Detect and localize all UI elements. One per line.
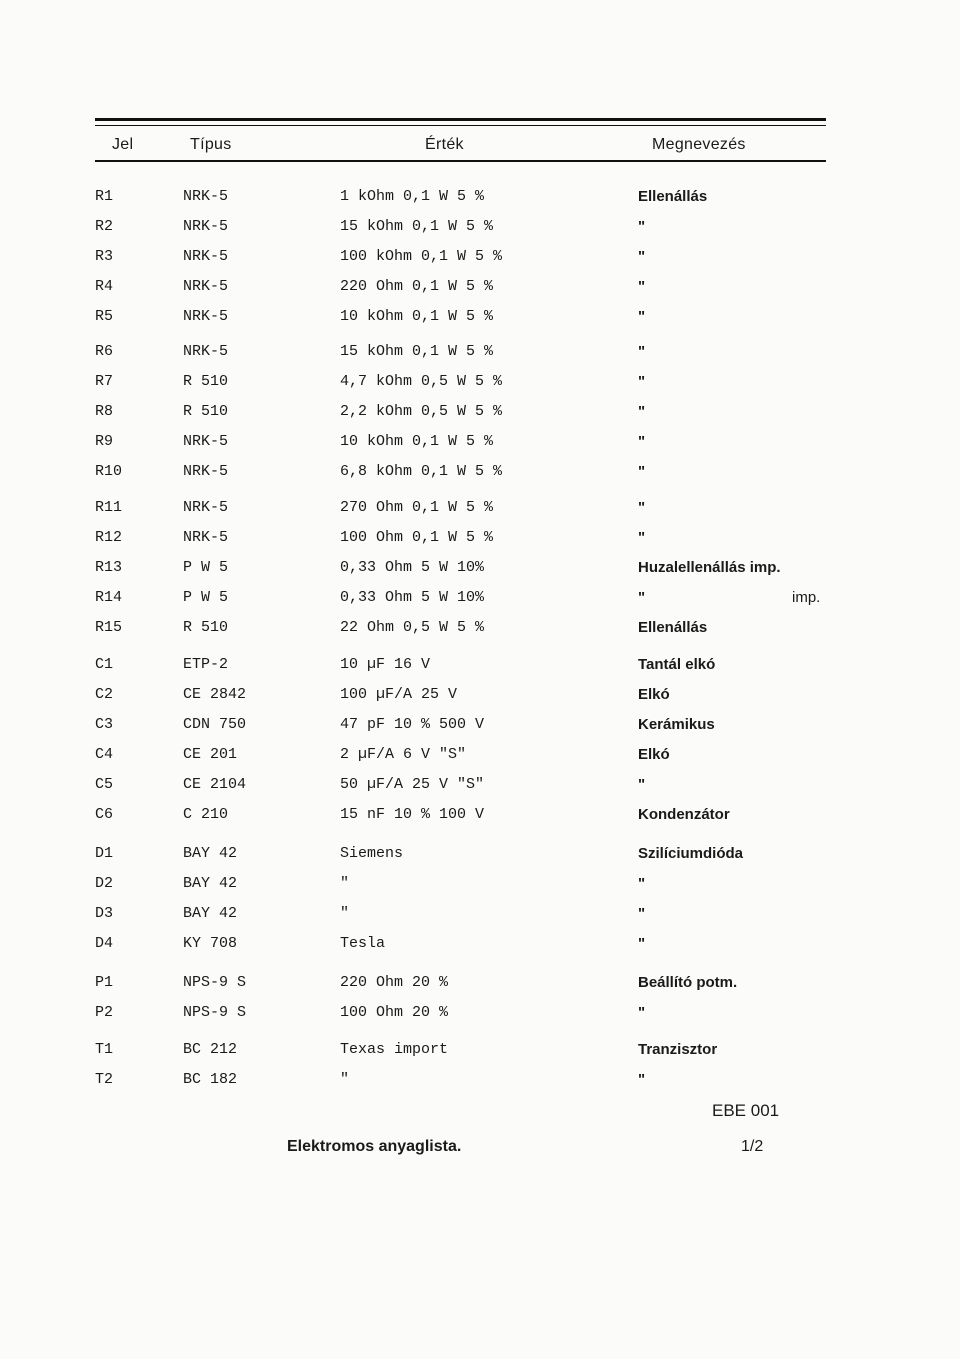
ertek-cell: Tesla xyxy=(340,935,386,952)
footer-code: EBE 001 xyxy=(712,1101,780,1120)
table-row xyxy=(0,716,960,740)
jel-cell: R13 xyxy=(95,559,123,576)
tipus-cell: NRK-5 xyxy=(183,463,229,480)
tipus-cell: BAY 42 xyxy=(183,875,238,892)
jel-cell: R9 xyxy=(95,433,114,450)
table-row xyxy=(0,559,960,583)
megnevezes-cell: " xyxy=(638,499,646,516)
megnevezes-cell: Elkó xyxy=(638,746,670,763)
tipus-cell: CE 2104 xyxy=(183,776,247,793)
tipus-cell: NRK-5 xyxy=(183,278,229,295)
tipus-cell: BC 212 xyxy=(183,1041,238,1058)
tipus-cell: CDN 750 xyxy=(183,716,247,733)
jel-cell: C5 xyxy=(95,776,114,793)
footer-page: 1/2 xyxy=(741,1138,764,1155)
megnevezes-cell: Beállító potm. xyxy=(638,974,738,991)
footer-title: Elektromos anyaglista. xyxy=(287,1138,462,1155)
ertek-cell: 10 kOhm 0,1 W 5 % xyxy=(340,308,494,325)
megnevezes-cell: " xyxy=(638,776,646,793)
tipus-cell: P W 5 xyxy=(183,589,229,606)
table-row xyxy=(0,806,960,830)
tipus-cell: R 510 xyxy=(183,619,229,636)
tipus-cell: NRK-5 xyxy=(183,188,229,205)
table-row xyxy=(0,278,960,302)
jel-cell: C4 xyxy=(95,746,114,763)
jel-cell: C6 xyxy=(95,806,114,823)
jel-cell: R1 xyxy=(95,188,114,205)
tipus-cell: NPS-9 S xyxy=(183,1004,247,1021)
megnevezes-cell: Kondenzátor xyxy=(638,806,730,823)
table-row xyxy=(0,905,960,929)
tipus-cell: CE 2842 xyxy=(183,686,247,703)
megnevezes-cell: Szilíciumdióda xyxy=(638,845,744,862)
tipus-cell: NRK-5 xyxy=(183,529,229,546)
table-row xyxy=(0,619,960,643)
tipus-cell: P W 5 xyxy=(183,559,229,576)
megnevezes-cell: " xyxy=(638,463,646,480)
megnevezes-cell: " xyxy=(638,1004,646,1021)
tipus-cell: BAY 42 xyxy=(183,845,238,862)
table-row xyxy=(0,248,960,272)
tipus-cell: R 510 xyxy=(183,373,229,390)
header-ertek: Érték xyxy=(425,136,464,153)
ertek-cell: 0,33 Ohm 5 W 10% xyxy=(340,589,485,606)
tipus-cell: NRK-5 xyxy=(183,248,229,265)
header-jel: Jel xyxy=(112,136,134,153)
tipus-cell: KY 708 xyxy=(183,935,238,952)
ertek-cell: " xyxy=(340,905,350,922)
table-row xyxy=(0,656,960,680)
jel-cell: R8 xyxy=(95,403,114,420)
jel-cell: P2 xyxy=(95,1004,114,1021)
table-row xyxy=(0,875,960,899)
megnevezes-cell: " xyxy=(638,905,646,922)
tipus-cell: NRK-5 xyxy=(183,218,229,235)
jel-cell: R6 xyxy=(95,343,114,360)
megnevezes-cell: " xyxy=(638,278,646,295)
table-row xyxy=(0,1041,960,1065)
tipus-cell: C 210 xyxy=(183,806,229,823)
ertek-cell: 15 kOhm 0,1 W 5 % xyxy=(340,218,494,235)
table-row xyxy=(0,845,960,869)
ertek-cell: 10 µF 16 V xyxy=(340,656,431,673)
megnevezes-cell: Tantál elkó xyxy=(638,656,716,673)
ertek-cell: 6,8 kOhm 0,1 W 5 % xyxy=(340,463,503,480)
jel-cell: T2 xyxy=(95,1071,114,1088)
ertek-cell: Texas import xyxy=(340,1041,449,1058)
ertek-cell: 100 µF/A 25 V xyxy=(340,686,458,703)
jel-cell: T1 xyxy=(95,1041,114,1058)
megnevezes-cell: " xyxy=(638,373,646,390)
jel-cell: R2 xyxy=(95,218,114,235)
ertek-cell: 10 kOhm 0,1 W 5 % xyxy=(340,433,494,450)
megnevezes-cell: Ellenállás xyxy=(638,619,708,636)
megnevezes-cell: " xyxy=(638,343,646,360)
table-row xyxy=(0,499,960,523)
megnevezes-cell: " xyxy=(638,875,646,892)
ertek-cell: 15 kOhm 0,1 W 5 % xyxy=(340,343,494,360)
table-row xyxy=(0,529,960,553)
table-row xyxy=(0,746,960,770)
jel-cell: R5 xyxy=(95,308,114,325)
header-tipus: Típus xyxy=(190,136,232,153)
megnevezes-cell: " xyxy=(638,529,646,546)
megnevezes-cell: Kerámikus xyxy=(638,716,715,733)
table-row xyxy=(0,343,960,367)
table-row xyxy=(0,308,960,332)
megnevezes-cell: " xyxy=(638,308,646,325)
tipus-cell: NRK-5 xyxy=(183,499,229,516)
tipus-cell: CE 201 xyxy=(183,746,238,763)
table-row xyxy=(0,1071,960,1095)
jel-cell: C3 xyxy=(95,716,114,733)
table-row xyxy=(0,373,960,397)
jel-cell: D2 xyxy=(95,875,114,892)
table-row xyxy=(0,776,960,800)
jel-cell: C1 xyxy=(95,656,114,673)
ertek-cell: 270 Ohm 0,1 W 5 % xyxy=(340,499,494,516)
table-row xyxy=(0,589,960,613)
jel-cell: D3 xyxy=(95,905,114,922)
megnevezes-cell: " xyxy=(638,403,646,420)
jel-cell: R12 xyxy=(95,529,123,546)
tipus-cell: BC 182 xyxy=(183,1071,238,1088)
ertek-cell: 220 Ohm 20 % xyxy=(340,974,449,991)
tipus-cell: NRK-5 xyxy=(183,433,229,450)
ertek-cell: 220 Ohm 0,1 W 5 % xyxy=(340,278,494,295)
table-row xyxy=(0,218,960,242)
ertek-cell: 100 Ohm 20 % xyxy=(340,1004,449,1021)
ertek-cell: 2,2 kOhm 0,5 W 5 % xyxy=(340,403,503,420)
ertek-cell: 1 kOhm 0,1 W 5 % xyxy=(340,188,485,205)
table-row xyxy=(0,433,960,457)
tipus-cell: BAY 42 xyxy=(183,905,238,922)
table-row xyxy=(0,463,960,487)
ertek-cell: " xyxy=(340,875,350,892)
jel-cell: R7 xyxy=(95,373,114,390)
jel-cell: R10 xyxy=(95,463,123,480)
megnevezes-cell: " xyxy=(638,935,646,952)
megnevezes-cell: " xyxy=(638,1071,646,1088)
jel-cell: R3 xyxy=(95,248,114,265)
megnevezes-cell: " xyxy=(638,218,646,235)
ertek-cell: 50 µF/A 25 V "S" xyxy=(340,776,485,793)
ertek-cell: 2 µF/A 6 V "S" xyxy=(340,746,467,763)
ertek-cell: Siemens xyxy=(340,845,404,862)
tipus-cell: NRK-5 xyxy=(183,308,229,325)
jel-cell: R11 xyxy=(95,499,123,516)
tipus-cell: ETP-2 xyxy=(183,656,229,673)
table-row xyxy=(0,974,960,998)
jel-cell: R4 xyxy=(95,278,114,295)
ertek-cell: 0,33 Ohm 5 W 10% xyxy=(340,559,485,576)
ertek-cell: 15 nF 10 % 100 V xyxy=(340,806,485,823)
header-megnevezes: Megnevezés xyxy=(652,136,746,153)
jel-cell: P1 xyxy=(95,974,114,991)
ertek-cell: 100 Ohm 0,1 W 5 % xyxy=(340,529,494,546)
jel-cell: R14 xyxy=(95,589,123,606)
tipus-cell: NRK-5 xyxy=(183,343,229,360)
jel-cell: D4 xyxy=(95,935,114,952)
jel-cell: R15 xyxy=(95,619,123,636)
table-row xyxy=(0,1004,960,1028)
megnevezes-cell: " xyxy=(638,589,646,606)
megnevezes-cell: Ellenállás xyxy=(638,188,708,205)
jel-cell: C2 xyxy=(95,686,114,703)
megnevezes-cell: " xyxy=(638,248,646,265)
megnevezes-cell: Elkó xyxy=(638,686,670,703)
jel-cell: D1 xyxy=(95,845,114,862)
megnevezes-cell: Huzalellenállás imp. xyxy=(638,559,781,576)
ertek-cell: 4,7 kOhm 0,5 W 5 % xyxy=(340,373,503,390)
table-row xyxy=(0,188,960,212)
tipus-cell: NPS-9 S xyxy=(183,974,247,991)
megnevezes-cell: Tranzisztor xyxy=(638,1041,718,1058)
megnevezes-cell: " xyxy=(638,433,646,450)
tipus-cell: R 510 xyxy=(183,403,229,420)
ertek-cell: 100 kOhm 0,1 W 5 % xyxy=(340,248,503,265)
ertek-cell: 47 pF 10 % 500 V xyxy=(340,716,485,733)
table-row xyxy=(0,403,960,427)
note-cell: imp. xyxy=(792,589,821,606)
table-row xyxy=(0,935,960,959)
table-row xyxy=(0,686,960,710)
ertek-cell: " xyxy=(340,1071,350,1088)
ertek-cell: 22 Ohm 0,5 W 5 % xyxy=(340,619,485,636)
